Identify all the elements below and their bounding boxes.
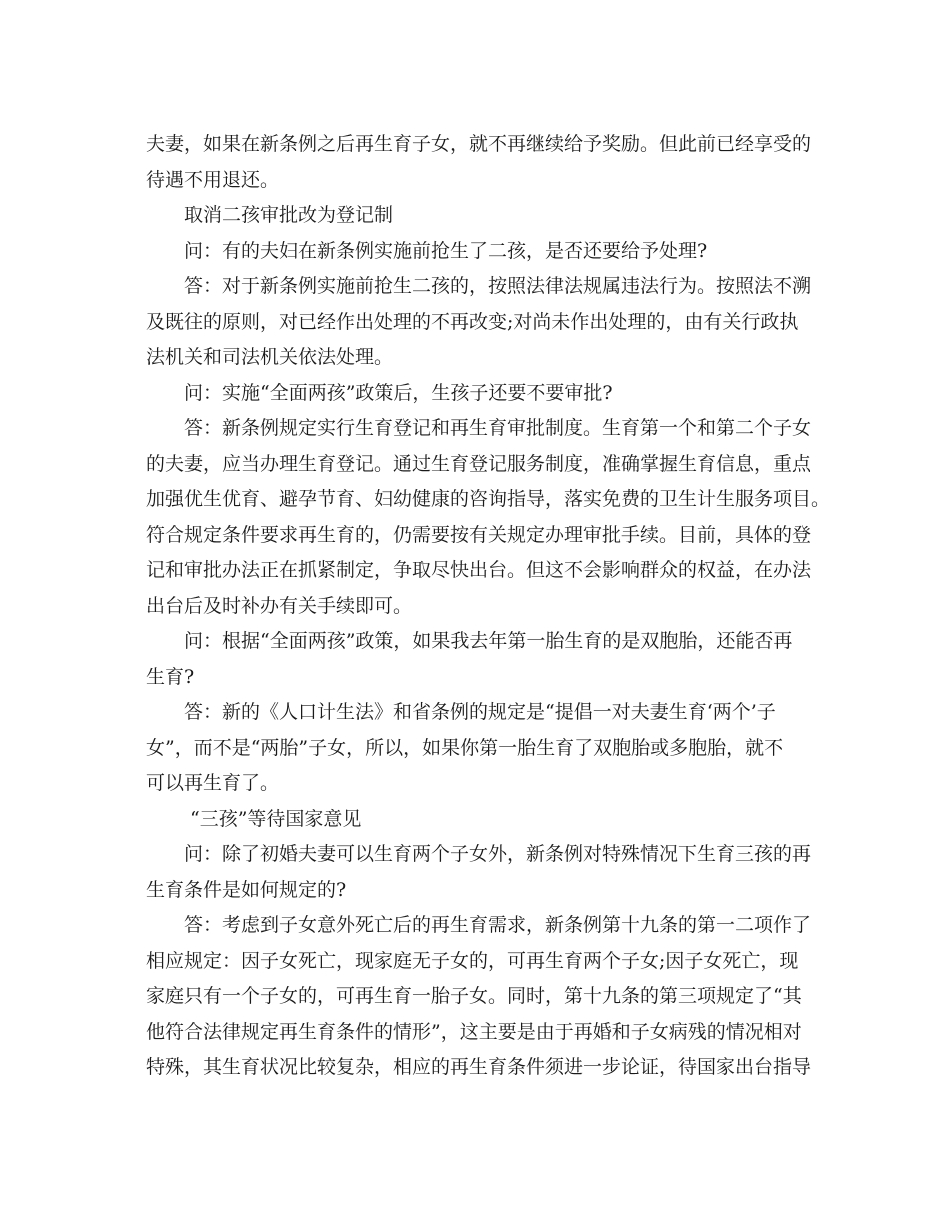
question-line: 问：实施“全面两孩”政策后，生孩子还要不要审批? — [184, 381, 613, 404]
section-heading: “三孩”等待国家意见 — [190, 807, 362, 830]
text-line: 特殊，其生育状况比较复杂，相应的再生育条件须进一步论证，待国家出台指导 — [146, 1056, 812, 1078]
text-line: 生育? — [146, 665, 195, 688]
text-line: 他符合法律规定再生育条件的情形”，这主要是由于再婚和子女病残的情况相对 — [146, 1020, 802, 1043]
question-line: 问：有的夫妇在新条例实施前抢生了二孩，是否还要给予处理? — [184, 239, 708, 262]
text-line: 女”，而不是“两胎”子女，所以，如果你第一胎生育了双胞胎或多胞胎，就不 — [146, 736, 784, 759]
section-heading: 取消二孩审批改为登记制 — [184, 204, 394, 226]
text-line: 出台后及时补办有关手续即可。 — [146, 594, 413, 617]
text-line: 符合规定条件要求再生育的，仍需要按有关规定办理审批手续。目前，具体的登 — [146, 523, 812, 546]
question-line: 问：根据“全面两孩”政策，如果我去年第一胎生育的是双胞胎，还能否再 — [184, 630, 793, 652]
document-body — [146, 127, 831, 1086]
text-line: 家庭只有一个子女的，可再生育一胎子女。同时，第十九条的第三项规定了“其 — [146, 985, 802, 1007]
answer-line: 答：对于新条例实施前抢生二孩的，按照法律法规属违法行为。按照法不溯 — [184, 275, 812, 297]
question-line: 问：除了初婚夫妻可以生育两个子女外，新条例对特殊情况下生育三孩的再 — [184, 843, 812, 865]
text-line: 及既往的原则，对已经作出处理的不再改变;对尚未作出处理的，由有关行政执 — [146, 310, 799, 333]
text-line: 相应规定：因子女死亡，现家庭无子女的，可再生育两个子女;因子女死亡，现 — [146, 949, 799, 972]
text-line: 加强优生优育、避孕节育、妇幼健康的咨询指导，落实免费的卫生计生服务项目。 — [146, 488, 831, 510]
text-line: 夫妻，如果在新条例之后再生育子女，就不再继续给予奖励。但此前已经享受的 — [146, 133, 812, 155]
text-line: 法机关和司法机关依法处理。 — [146, 346, 394, 368]
answer-line: 答：新的《人口计生法》和省条例的规定是“提倡一对夫妻生育‘两个’子 — [184, 701, 776, 723]
answer-line: 答：新条例规定实行生育登记和再生育审批制度。生育第一个和第二个子女 — [184, 417, 812, 439]
text-line: 待遇不用退还。 — [146, 168, 280, 191]
answer-line: 答：考虑到子女意外死亡后的再生育需求，新条例第十九条的第一二项作了 — [184, 914, 812, 936]
text-line: 记和审批办法正在抓紧制定，争取尽快出台。但这不会影响群众的权益，在办法 — [146, 559, 812, 581]
text-line: 的夫妻，应当办理生育登记。通过生育登记服务制度，准确掌握生育信息，重点 — [146, 452, 812, 475]
text-line: 可以再生育了。 — [146, 772, 280, 794]
text-line: 生育条件是如何规定的? — [146, 878, 347, 901]
